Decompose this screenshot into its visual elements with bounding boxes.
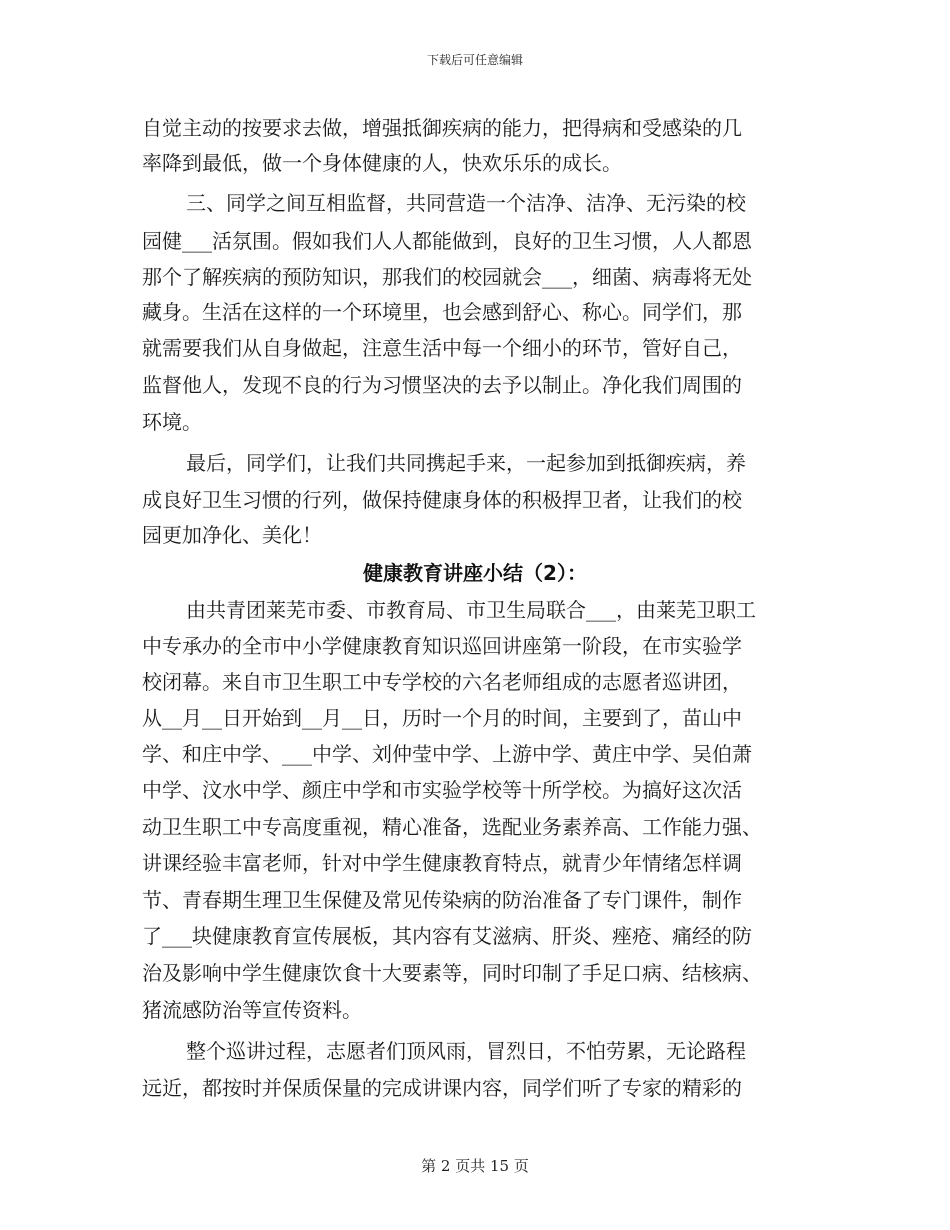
- text-line: 由共青团莱芜市委、市教育局、市卫生局联合___，由莱芜卫职工: [186, 598, 756, 622]
- text-line: 环境。: [142, 410, 202, 434]
- text-line: 猪流感防治等宣传资料。: [142, 998, 362, 1022]
- section-heading: 健康教育讲座小结（2）：: [363, 561, 587, 585]
- text-line: 远近，都按时并保质保量的完成讲课内容，同学们听了专家的精彩的: [142, 1076, 742, 1100]
- text-line: 动卫生职工中专高度重视，精心准备，选配业务素养高、工作能力强、: [142, 815, 762, 839]
- text-line: 园更加净化、美化！: [142, 523, 322, 547]
- text-line: 讲课经验丰富老师，针对中学生健康教育特点，就青少年情绪怎样调: [142, 851, 742, 875]
- text-line: 治及影响中学生健康饮食十大要素等，同时印制了手足口病、结核病、: [142, 961, 762, 985]
- text-line: 监督他人，发现不良的行为习惯坚决的去予以制止。净化我们周围的: [142, 373, 742, 397]
- text-line: 自觉主动的按要求去做，增强抵御疾病的能力，把得病和受感染的几: [142, 116, 742, 140]
- page-footer: 第 2 页共 15 页: [421, 1157, 529, 1175]
- text-line: 那个了解疾病的预防知识，那我们的校园就会___，细菌、病毒将无处: [142, 265, 752, 289]
- text-line: 整个巡讲过程，志愿者们顶风雨，冒烈日，不怕劳累，无论路程: [186, 1039, 746, 1063]
- text-line: 就需要我们从自身做起，注意生活中每一个细小的环节，管好自己，: [142, 336, 742, 360]
- header-note: 下载后可任意编辑: [426, 53, 523, 67]
- text-line: 学、和庄中学、___中学、刘仲莹中学、上游中学、黄庄中学、吴伯萧: [142, 742, 752, 766]
- text-line: 最后，同学们，让我们共同携起手来，一起参加到抵御疾病，养: [186, 451, 746, 475]
- text-line: 了___块健康教育宣传展板，其内容有艾滋病、肝炎、痤疮、痛经的防: [142, 924, 752, 948]
- text-line: 三、同学之间互相监督，共同营造一个洁净、洁净、无污染的校: [186, 191, 746, 215]
- text-line: 中专承办的全市中小学健康教育知识巡回讲座第一阶段，在市实验学: [142, 634, 742, 658]
- text-line: 藏身。生活在这样的一个环境里，也会感到舒心、称心。同学们，那: [142, 300, 742, 324]
- text-line: 从__月__日开始到__月__日，历时一个月的时间，主要到了，苗山中: [142, 706, 742, 730]
- text-line: 成良好卫生习惯的行列，做保持健康身体的积极捍卫者，让我们的校: [142, 488, 742, 512]
- text-line: 中学、汶水中学、颜庄中学和市实验学校等十所学校。为搞好这次活: [142, 778, 742, 802]
- text-line: 节、青春期生理卫生保健及常见传染病的防治准备了专门课件，制作: [142, 888, 742, 912]
- text-line: 率降到最低，做一个身体健康的人，快欢乐乐的成长。: [142, 151, 622, 175]
- text-line: 校闭幕。来自市卫生职工中专学校的六名老师组成的志愿者巡讲团，: [142, 670, 742, 694]
- text-line: 园健___活氛围。假如我们人人都能做到，良好的卫生习惯，人人都恩: [142, 229, 752, 253]
